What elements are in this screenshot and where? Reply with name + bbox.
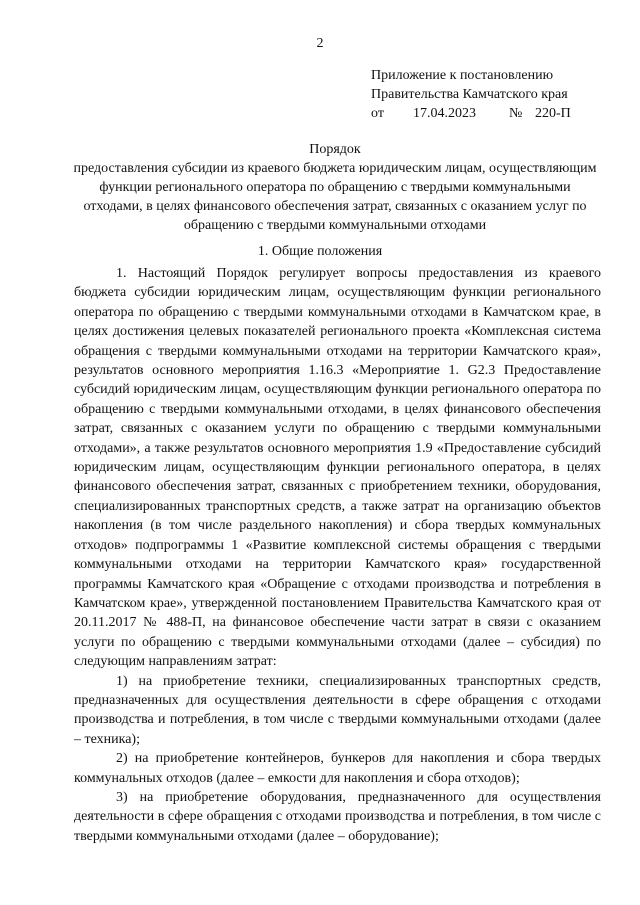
document-title [70, 140, 600, 235]
paragraph: 3) на приобретение оборудования, предназначенного для осуществления деятельности в сфере обращения с отходами производства и потребления, в том числе с твердыми коммунальными отходами (далее – оборудование); [74, 789, 601, 844]
from-label: от [371, 106, 384, 121]
paragraph: 2) на приобретение контейнеров, бункеров для накопления и сбора твердых коммунальных отходов (далее – емкости для накопления и сбора отходов); [74, 751, 601, 786]
title-heading: Порядок [309, 142, 361, 157]
appendix-header [371, 66, 571, 123]
appendix-line-2: Правительства Камчатского края [371, 87, 568, 102]
title-subtitle: предоставления субсидии из краевого бюджета юридическим лицам, осуществляющим функции регионального оператора по обращению с твердыми коммунальными отходами, в целях финансового обеспечения затрат, связанных с оказанием услуг по обращению с твердыми коммунальными отходами [73, 161, 597, 233]
appendix-line-1: Приложение к постановлению [371, 68, 554, 83]
paragraph: 1) на приобретение техники, специализированных транспортных средств, предназначенных для осуществления деятельности в сфере обращения с отходами производства и потребления, в том числе с твердыми коммунальными отходами (далее – техника); [74, 673, 601, 747]
appendix-date-row [371, 104, 571, 123]
paragraph: 1. Настоящий Порядок регулирует вопросы предоставления из краевого бюджета субсидии юридическим лицам, осуществляющим функции регионального оператора по обращению с твердыми коммунальными отходами в Камчатском крае, в целях достижения целевых показателей регионального проекта «Комплексная система обращения с твердыми коммунальными отходами на территории Камчатского края», результатов основного мероприятия 1.16.3 «Мероприятие 1. G2.3 Предоставление субсидий юридическим лицам, осуществляющим функции регионального оператора по обращению с твердыми коммунальными отходами, в целях финансового обеспечения затрат, связанных с оказанием услуги по обращению с твердыми коммунальными отходами», а также результатов основного мероприятия 1.9 «Предоставление субсидий юридическим лицам, осуществляющим функции регионального оператора, в целях финансового обеспечения затрат, связанных с приобретением техники, оборудования, специализированных транспортных средств, а также затрат на организацию объектов накопления (в том числе раздельного накопления) и сбора твердых коммунальных отходов» подпрограммы 1 «Развитие комплексной системы обращения с твердыми коммунальными отходами на территории Камчатского края» государственной программы Камчатского края «Обращение с отходами производства и потребления в Камчатском крае», утвержденной постановлением Правительства Камчатского края от 20.11.2017 № 488-П, на финансовое обеспечение части затрат в связи с оказанием услуги по обращению с твердыми коммунальными отходами (далее – субсидия) по следующим направлениям затрат: [74, 266, 601, 670]
number-label: № [509, 106, 523, 121]
page-number: 2 [316, 36, 324, 51]
decree-number: 220-П [535, 106, 571, 121]
document-body [74, 264, 601, 846]
decree-date: 17.04.2023 [413, 106, 476, 121]
section-title: 1. Общие положения [257, 244, 383, 259]
